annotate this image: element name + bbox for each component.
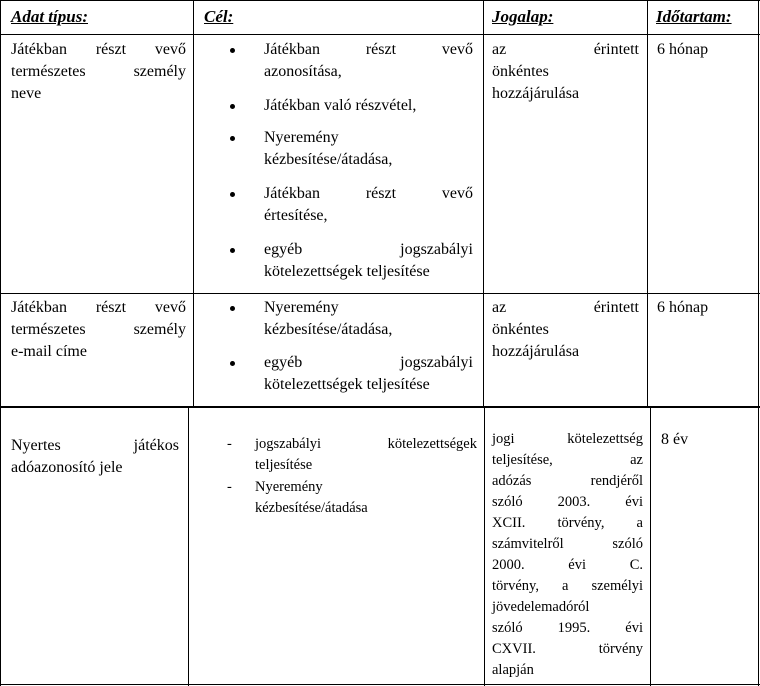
row1-duration: 6 hónap <box>657 41 709 58</box>
bullet-icon <box>230 306 235 311</box>
row3-legal-basis: jogi kötelezettség teljesítése, az adózás rendjéről szóló 2003. évi XCII. törvény, a számvitelről szóló 2000. évi C. törvény, a személyi jövedelemadóról szóló 1995. évi CXVII. törvény alapján <box>492 431 643 678</box>
row1-data-type: Játékban részt vevő természetes személy neve <box>11 41 186 102</box>
row2-legal-basis: az érintett önkéntes hozzájárulása <box>492 299 639 360</box>
bullet-icon <box>230 248 235 253</box>
bullet-icon <box>230 104 235 109</box>
bullet-icon <box>230 192 235 197</box>
dash-bullet: - <box>227 436 232 452</box>
header-duration: Időtartam: <box>656 7 732 26</box>
row3-data-type: Nyertes játékos adóazonosító jele <box>11 437 179 476</box>
row1-legal-basis: az érintett önkéntes hozzájárulása <box>492 41 639 102</box>
bullet-icon <box>230 48 235 53</box>
bullet-icon <box>230 136 235 141</box>
row2-duration: 6 hónap <box>657 299 709 316</box>
bullet-icon <box>230 361 235 366</box>
header-data-type: Adat típus: <box>11 7 88 26</box>
header-purpose: Cél: <box>204 7 234 26</box>
dash-bullet: - <box>227 479 232 495</box>
row3-duration: 8 év <box>661 431 689 448</box>
row2-data-type: Játékban részt vevő természetes személy e-mail címe <box>11 299 186 360</box>
header-legal-basis: Jogalap: <box>492 7 554 26</box>
